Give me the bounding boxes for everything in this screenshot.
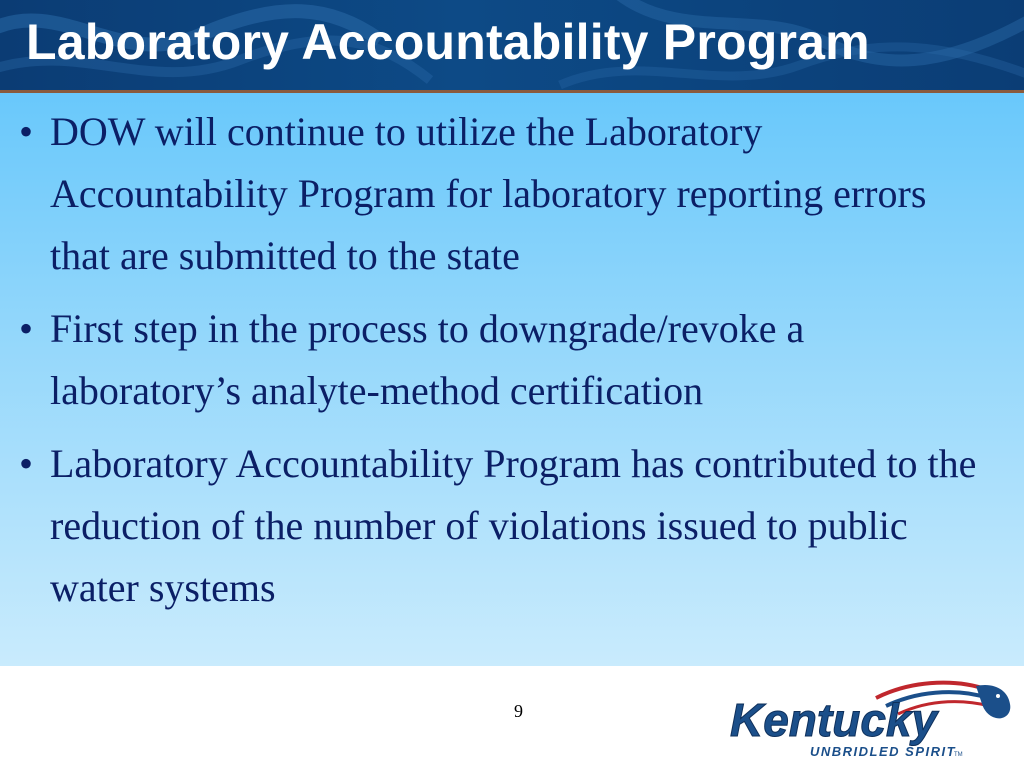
bullet-point-icon: • <box>18 441 33 486</box>
logo-wordmark: Kentucky <box>730 694 938 746</box>
logo-trademark: TM <box>954 752 963 758</box>
title-bar <box>0 0 1024 90</box>
kentucky-logo <box>726 676 1016 762</box>
bullet-list <box>0 101 1024 619</box>
bullet-item <box>0 298 1024 422</box>
bullet-item <box>0 433 1024 619</box>
bullet-point-icon: • <box>18 109 33 154</box>
page-number: 9 <box>514 701 523 721</box>
bullet-text: Laboratory Accountability Program has contributed to the reduction of the number of violations issued to public water systems <box>50 441 977 610</box>
bullet-item <box>0 101 1024 287</box>
bullet-point-icon: • <box>18 306 33 351</box>
bullet-text: DOW will continue to utilize the Laboratory Accountability Program for laboratory reporting errors that are submitted to the state <box>50 109 927 278</box>
logo-tagline: UNBRIDLED SPIRIT <box>810 744 957 759</box>
content-panel <box>0 93 1024 666</box>
slide-title: Laboratory Accountability Program <box>26 14 870 70</box>
bullet-text: First step in the process to downgrade/revoke a laboratory’s analyte-method certification <box>50 306 805 413</box>
